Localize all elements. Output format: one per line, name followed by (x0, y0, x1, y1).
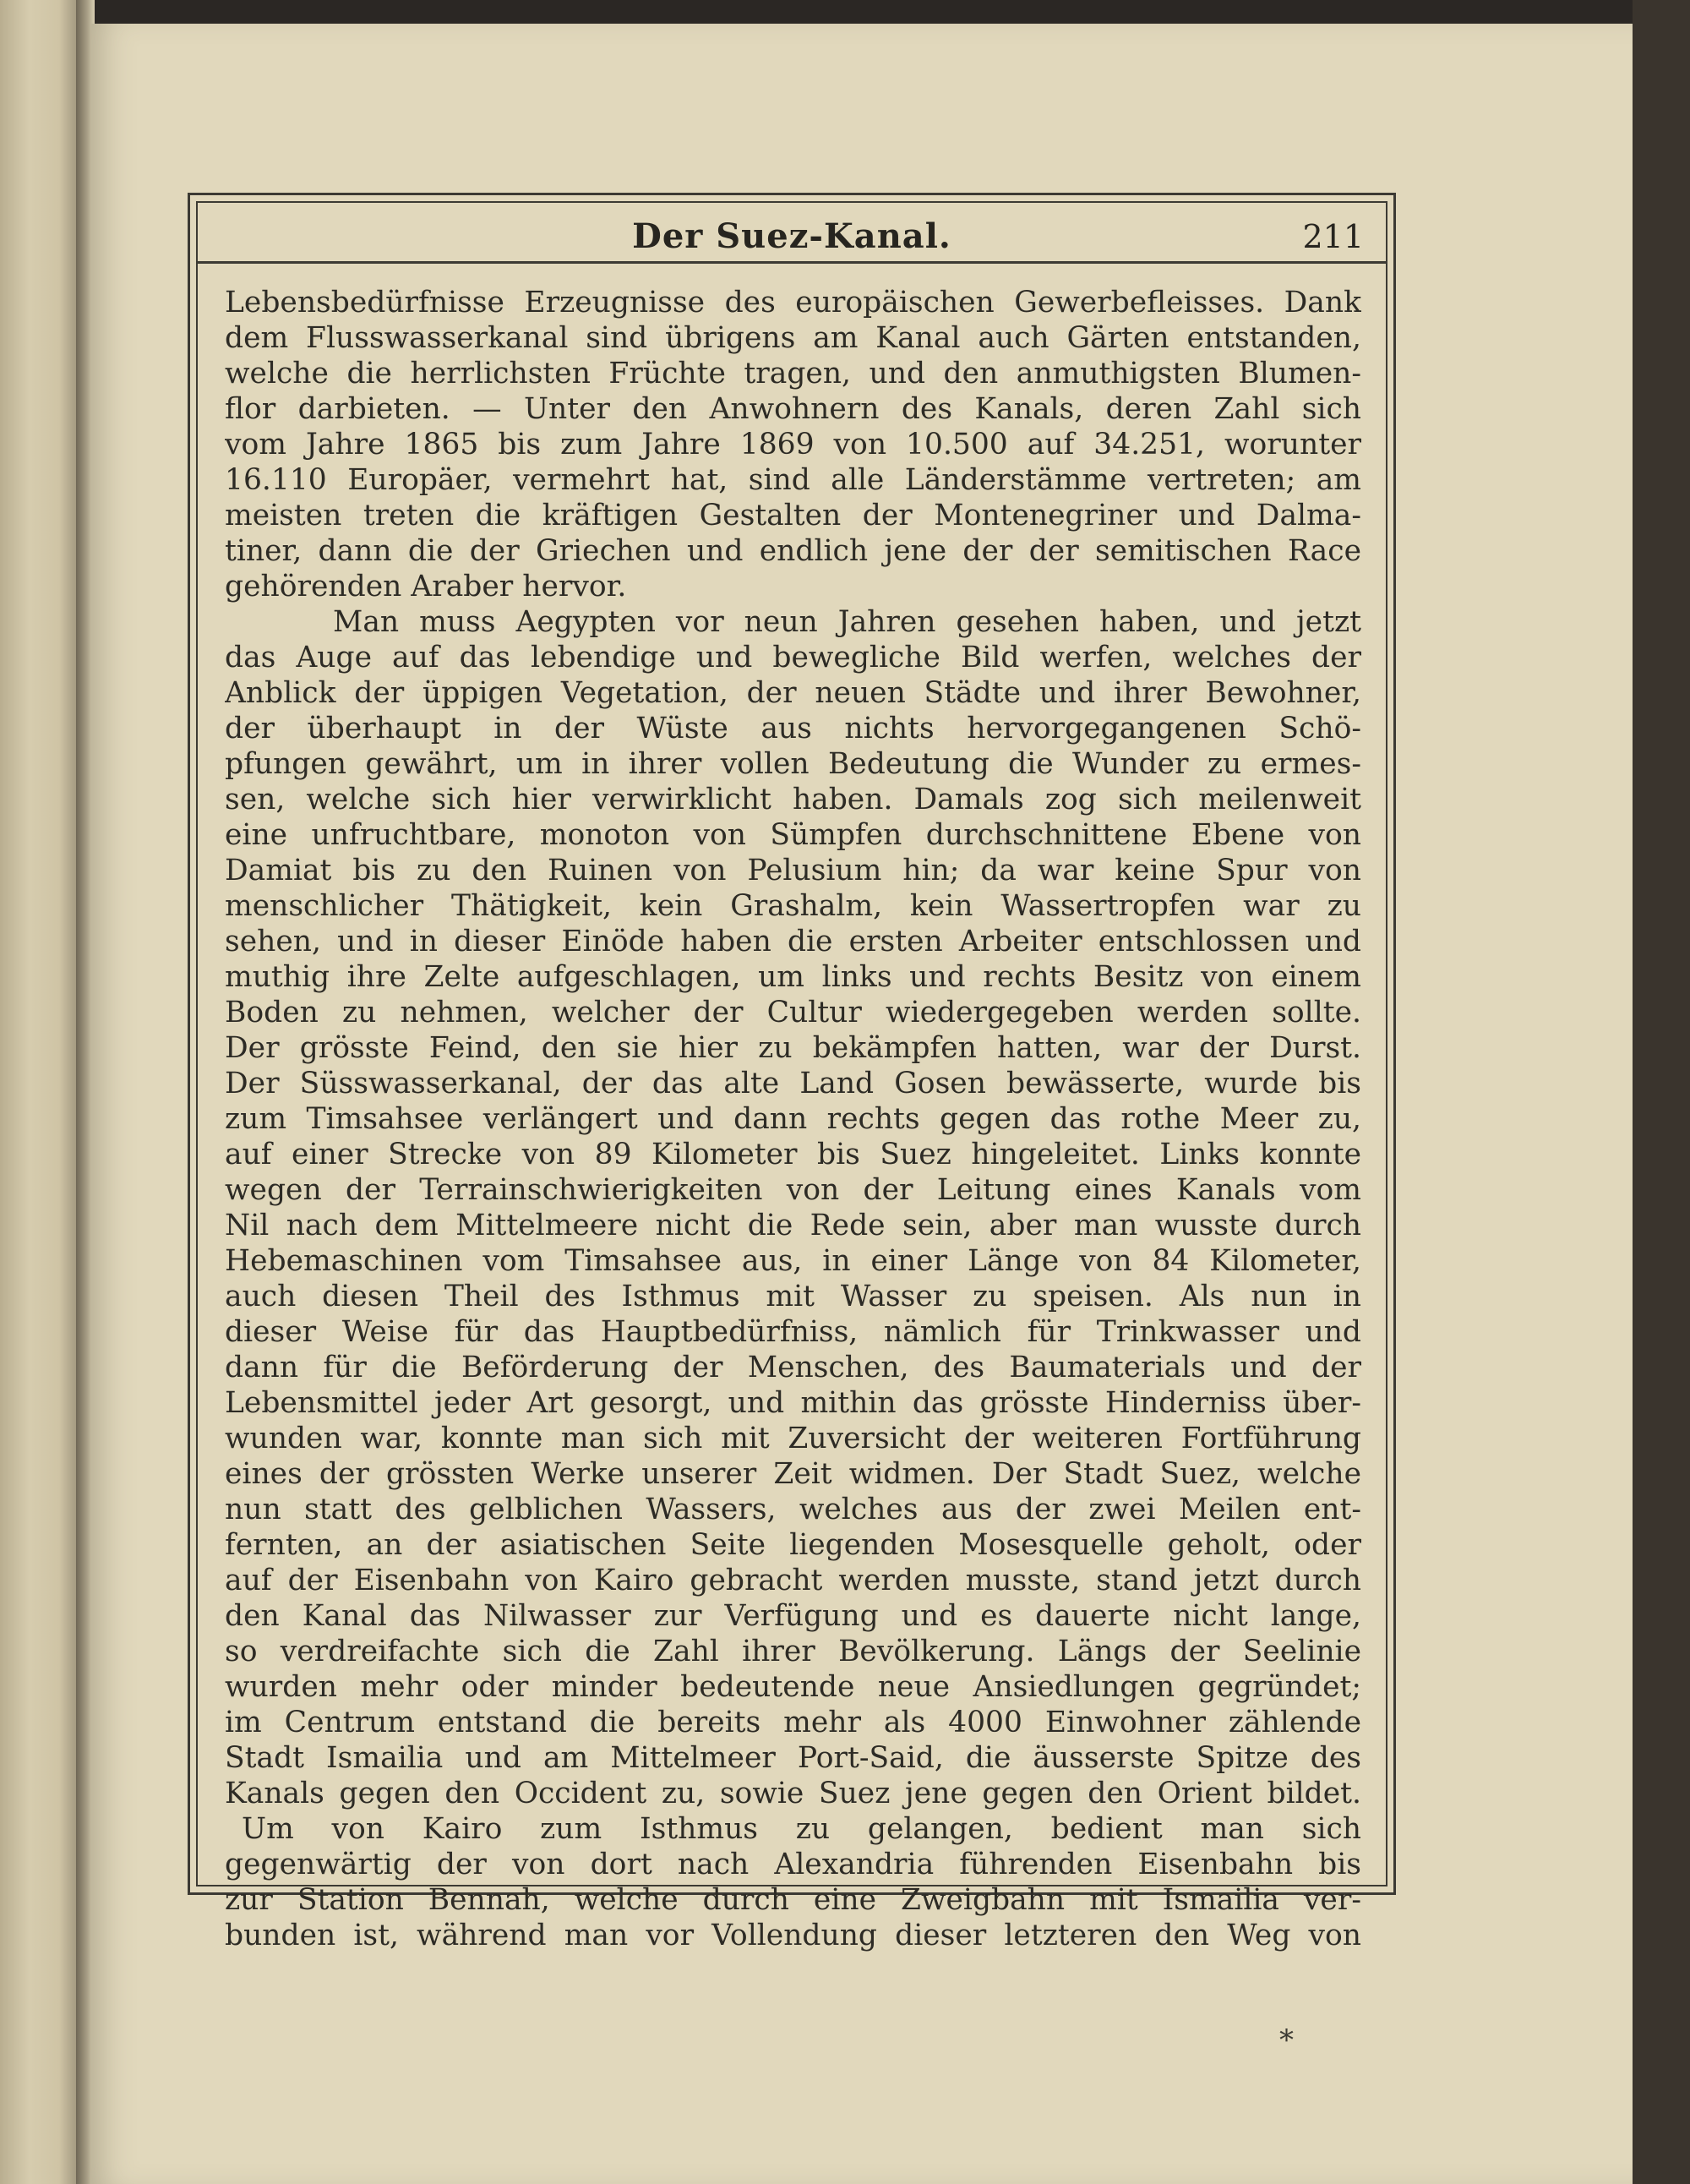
text-line: dann für die Beförderung der Menschen, des Baumaterials und der (225, 1351, 1361, 1384)
text-line: sen, welche sich hier verwirklicht haben. Damals zog sich meilenweit (225, 783, 1361, 816)
text-line: wegen der Terrainschwierigkeiten von der Leitung eines Kanals vom (225, 1173, 1361, 1207)
background-edge (1633, 0, 1690, 2184)
text-line: dieser Weise für das Hauptbedürfniss, nämlich für Trinkwasser und (225, 1315, 1361, 1349)
text-line: der überhaupt in der Wüste aus nichts hervorgegangenen Schö- (225, 712, 1361, 745)
text-line: zum Timsahsee verlängert und dann rechts gegen das rothe Meer zu, (225, 1102, 1361, 1136)
running-header (196, 210, 1387, 264)
text-line: muthig ihre Zelte aufgeschlagen, um links und rechts Besitz von einem (225, 960, 1361, 994)
text-line: gegenwärtig der von dort nach Alexandria führenden Eisenbahn bis (225, 1848, 1361, 1881)
text-line: sehen, und in dieser Einöde haben die ersten Arbeiter entschlossen und (225, 925, 1361, 958)
text-line: Anblick der üppigen Vegetation, der neuen Städte und ihrer Bewohner, (225, 676, 1361, 710)
text-line: Man muss Aegypten vor neun Jahren gesehen haben, und jetzt (333, 605, 1361, 639)
text-line: Damiat bis zu den Ruinen von Pelusium hin; da war keine Spur von (225, 854, 1361, 887)
page-number: 211 (1302, 218, 1364, 255)
text-line: tiner, dann die der Griechen und endlich jene der der semitischen Race (225, 534, 1361, 568)
text-line: den Kanal das Nilwasser zur Verfügung und es dauerte nicht lange, (225, 1599, 1361, 1633)
signature-mark: * (1279, 2023, 1294, 2057)
header-title: Der Suez-Kanal. (632, 216, 951, 256)
text-line: wurden mehr oder minder bedeutende neue Ansiedlungen gegründet; (225, 1670, 1361, 1704)
text-line: so verdreifachte sich die Zahl ihrer Bevölkerung. Längs der Seelinie (225, 1635, 1361, 1668)
text-line: 16.110 Europäer, vermehrt hat, sind alle Länderstämme vertreten; am (225, 463, 1361, 497)
text-line: das Auge auf das lebendige und bewegliche Bild werfen, welches der (225, 641, 1361, 674)
text-line: Nil nach dem Mittelmeere nicht die Rede sein, aber man wusste durch (225, 1209, 1361, 1242)
text-line: fernten, an der asiatischen Seite liegenden Mosesquelle geholt, oder (225, 1528, 1361, 1562)
text-line: meisten treten die kräftigen Gestalten der Montenegriner und Dalma- (225, 499, 1361, 532)
text-line: vom Jahre 1865 bis zum Jahre 1869 von 10.500 auf 34.251, worunter (225, 428, 1361, 461)
body-text (225, 285, 1361, 1953)
text-line: Um von Kairo zum Isthmus zu gelangen, bedient man sich (242, 1812, 1361, 1846)
text-line: Lebensmittel jeder Art gesorgt, und mithin das grösste Hinderniss über- (225, 1386, 1361, 1420)
text-line: eine unfruchtbare, monoton von Sümpfen durchschnittene Ebene von (225, 818, 1361, 852)
text-line: Kanals gegen den Occident zu, sowie Suez jene gegen den Orient bildet. (225, 1777, 1361, 1810)
text-line: wunden war, konnte man sich mit Zuversicht der weiteren Fortführung (225, 1422, 1361, 1455)
text-line: Der Süsswasserkanal, der das alte Land Gosen bewässerte, wurde bis (225, 1067, 1361, 1100)
text-line: Hebemaschinen vom Timsahsee aus, in einer Länge von 84 Kilometer, (225, 1244, 1361, 1278)
text-line: gehörenden Araber hervor. (225, 570, 627, 603)
text-line: zur Station Bennah, welche durch eine Zweigbahn mit Ismailia ver- (225, 1883, 1361, 1917)
text-line: im Centrum entstand die bereits mehr als 4000 Einwohner zählende (225, 1706, 1361, 1739)
text-line: dem Flusswasserkanal sind übrigens am Kanal auch Gärten entstanden, (225, 321, 1361, 355)
text-line: auch diesen Theil des Isthmus mit Wasser zu speisen. Als nun in (225, 1280, 1361, 1313)
text-line: flor darbieten. — Unter den Anwohnern des Kanals, deren Zahl sich (225, 392, 1361, 426)
left-page-edge (0, 0, 84, 2184)
text-line: bunden ist, während man vor Vollendung dieser letzteren den Weg von (225, 1919, 1361, 1952)
text-line: eines der grössten Werke unserer Zeit widmen. Der Stadt Suez, welche (225, 1457, 1361, 1491)
text-line: pfungen gewährt, um in ihrer vollen Bedeutung die Wunder zu ermes- (225, 747, 1361, 781)
text-line: Der grösste Feind, den sie hier zu bekämpfen hatten, war der Durst. (225, 1031, 1361, 1065)
text-line: Lebensbedürfnisse Erzeugnisse des europäischen Gewerbefleisses. Dank (225, 286, 1361, 319)
text-line: auf einer Strecke von 89 Kilometer bis Suez hingeleitet. Links konnte (225, 1138, 1361, 1171)
text-line: welche die herrlichsten Früchte tragen, und den anmuthigsten Blumen- (225, 357, 1361, 390)
text-line: Stadt Ismailia und am Mittelmeer Port-Said, die äusserste Spitze des (225, 1741, 1361, 1775)
text-line: nun statt des gelblichen Wassers, welches aus der zwei Meilen ent- (225, 1493, 1361, 1526)
text-line: auf der Eisenbahn von Kairo gebracht werden musste, stand jetzt durch (225, 1564, 1361, 1597)
text-line: Boden zu nehmen, welcher der Cultur wiedergegeben werden sollte. (225, 996, 1361, 1029)
text-line: menschlicher Thätigkeit, kein Grashalm, kein Wassertropfen war zu (225, 889, 1361, 923)
